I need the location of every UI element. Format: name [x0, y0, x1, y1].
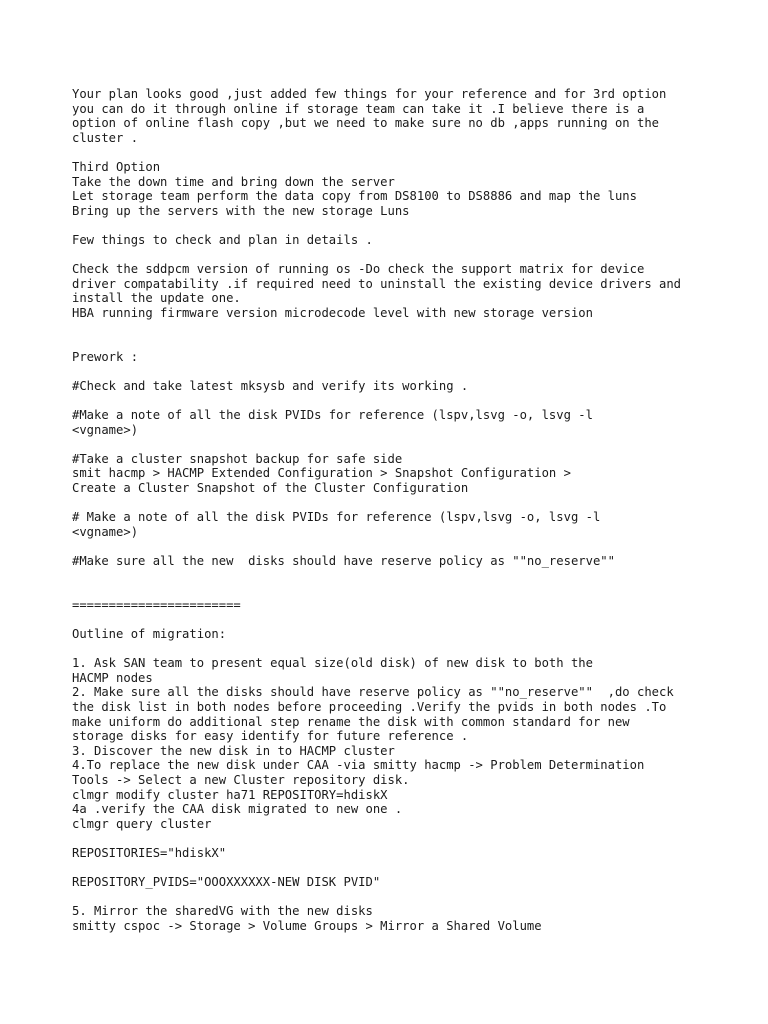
text-line: clmgr query cluster: [72, 816, 212, 831]
paragraph-prework-mksysb: [72, 379, 762, 394]
text-line: # Make a note of all the disk PVIDs for reference (lspv,lsvg -o, lsvg -l: [72, 510, 601, 525]
text-line: HBA running firmware version microdecode level with new storage version: [72, 305, 593, 320]
text-line: #Take a cluster snapshot backup for safe side: [72, 451, 403, 466]
text-line: REPOSITORY_PVIDS="OOOXXXXXX-NEW DISK PVID": [72, 875, 381, 890]
text-line: you can do it through online if storage team can take it .I believe there is a: [72, 101, 645, 116]
text-line: clmgr modify cluster ha71 REPOSITORY=hdiskX: [72, 787, 388, 802]
text-line: Let storage team perform the data copy from DS8100 to DS8886 and map the luns: [72, 189, 637, 204]
text-line: Tools -> Select a new Cluster repository disk.: [72, 772, 410, 787]
text-line: <vgname>): [72, 524, 139, 539]
paragraph-intro-paragraph: [72, 87, 762, 145]
text-line: cluster .: [72, 130, 139, 145]
text-line: install the update one.: [72, 291, 241, 306]
text-line: Outline of migration:: [72, 626, 227, 641]
text-line: <vgname>): [72, 422, 139, 437]
text-line: make uniform do additional step rename the disk with common standard for new: [72, 714, 630, 729]
text-line: Create a Cluster Snapshot of the Cluster Configuration: [72, 481, 469, 496]
text-line: smitty cspoc -> Storage > Volume Groups > Mirror a Shared Volume: [72, 918, 542, 933]
text-line: Check the sddpcm version of running os -Do check the support matrix for device: [72, 262, 645, 277]
text-line: option of online flash copy ,but we need to make sure no db ,apps running on the: [72, 116, 659, 131]
text-line: smit hacmp > HACMP Extended Configuration > Snapshot Configuration >: [72, 466, 571, 481]
paragraph-mirror-step: [72, 904, 762, 933]
text-line: 2. Make sure all the disks should have reserve policy as ""no_reserve"" ,do check: [72, 685, 674, 700]
text-line: #Check and take latest mksysb and verify its working .: [72, 378, 469, 393]
text-line: Third Option: [72, 159, 161, 174]
text-line: HACMP nodes: [72, 670, 153, 685]
paragraph-prework-pvids-2: [72, 510, 762, 539]
text-line: 3. Discover the new disk in to HACMP cluster: [72, 743, 395, 758]
paragraph-check-sddpcm: [72, 262, 762, 320]
paragraph-few-things-heading: [72, 233, 762, 248]
text-line: driver compatability .if required need to uninstall the existing device drivers and: [72, 276, 682, 291]
paragraph-prework-pvids-1: [72, 408, 762, 437]
paragraph-outline-heading: [72, 627, 762, 642]
paragraph-separator: [72, 598, 762, 613]
paragraph-repository-pvids: [72, 875, 762, 890]
text-line: the disk list in both nodes before proceeding .Verify the pvids in both nodes .To: [72, 699, 667, 714]
document-body: [72, 87, 762, 948]
text-line: =======================: [72, 597, 241, 612]
text-line: Prework :: [72, 349, 139, 364]
text-line: REPOSITORIES="hdiskX": [72, 845, 227, 860]
text-line: Your plan looks good ,just added few things for your reference and for 3rd option: [72, 87, 667, 101]
paragraph-outline-steps: [72, 656, 762, 831]
text-line: Bring up the servers with the new storage Luns: [72, 203, 410, 218]
text-line: #Make a note of all the disk PVIDs for reference (lspv,lsvg -o, lsvg -l: [72, 408, 593, 423]
text-line: 4a .verify the CAA disk migrated to new one .: [72, 802, 403, 817]
text-line: #Make sure all the new disks should have reserve policy as ""no_reserve"": [72, 554, 615, 568]
paragraph-prework-heading: [72, 350, 762, 365]
text-line: Take the down time and bring down the server: [72, 174, 395, 189]
text-line: storage disks for easy identify for future reference .: [72, 729, 469, 744]
text-line: 5. Mirror the sharedVG with the new disks: [72, 904, 373, 919]
paragraph-prework-snapshot: [72, 452, 762, 496]
paragraph-prework-reserve-policy: [72, 554, 762, 569]
text-line: 4.To replace the new disk under CAA -via smitty hacmp -> Problem Determination: [72, 758, 645, 773]
text-line: 1. Ask SAN team to present equal size(old disk) of new disk to both the: [72, 656, 593, 671]
text-line: Few things to check and plan in details .: [72, 232, 373, 247]
paragraph-repositories: [72, 846, 762, 861]
paragraph-third-option: [72, 160, 762, 218]
